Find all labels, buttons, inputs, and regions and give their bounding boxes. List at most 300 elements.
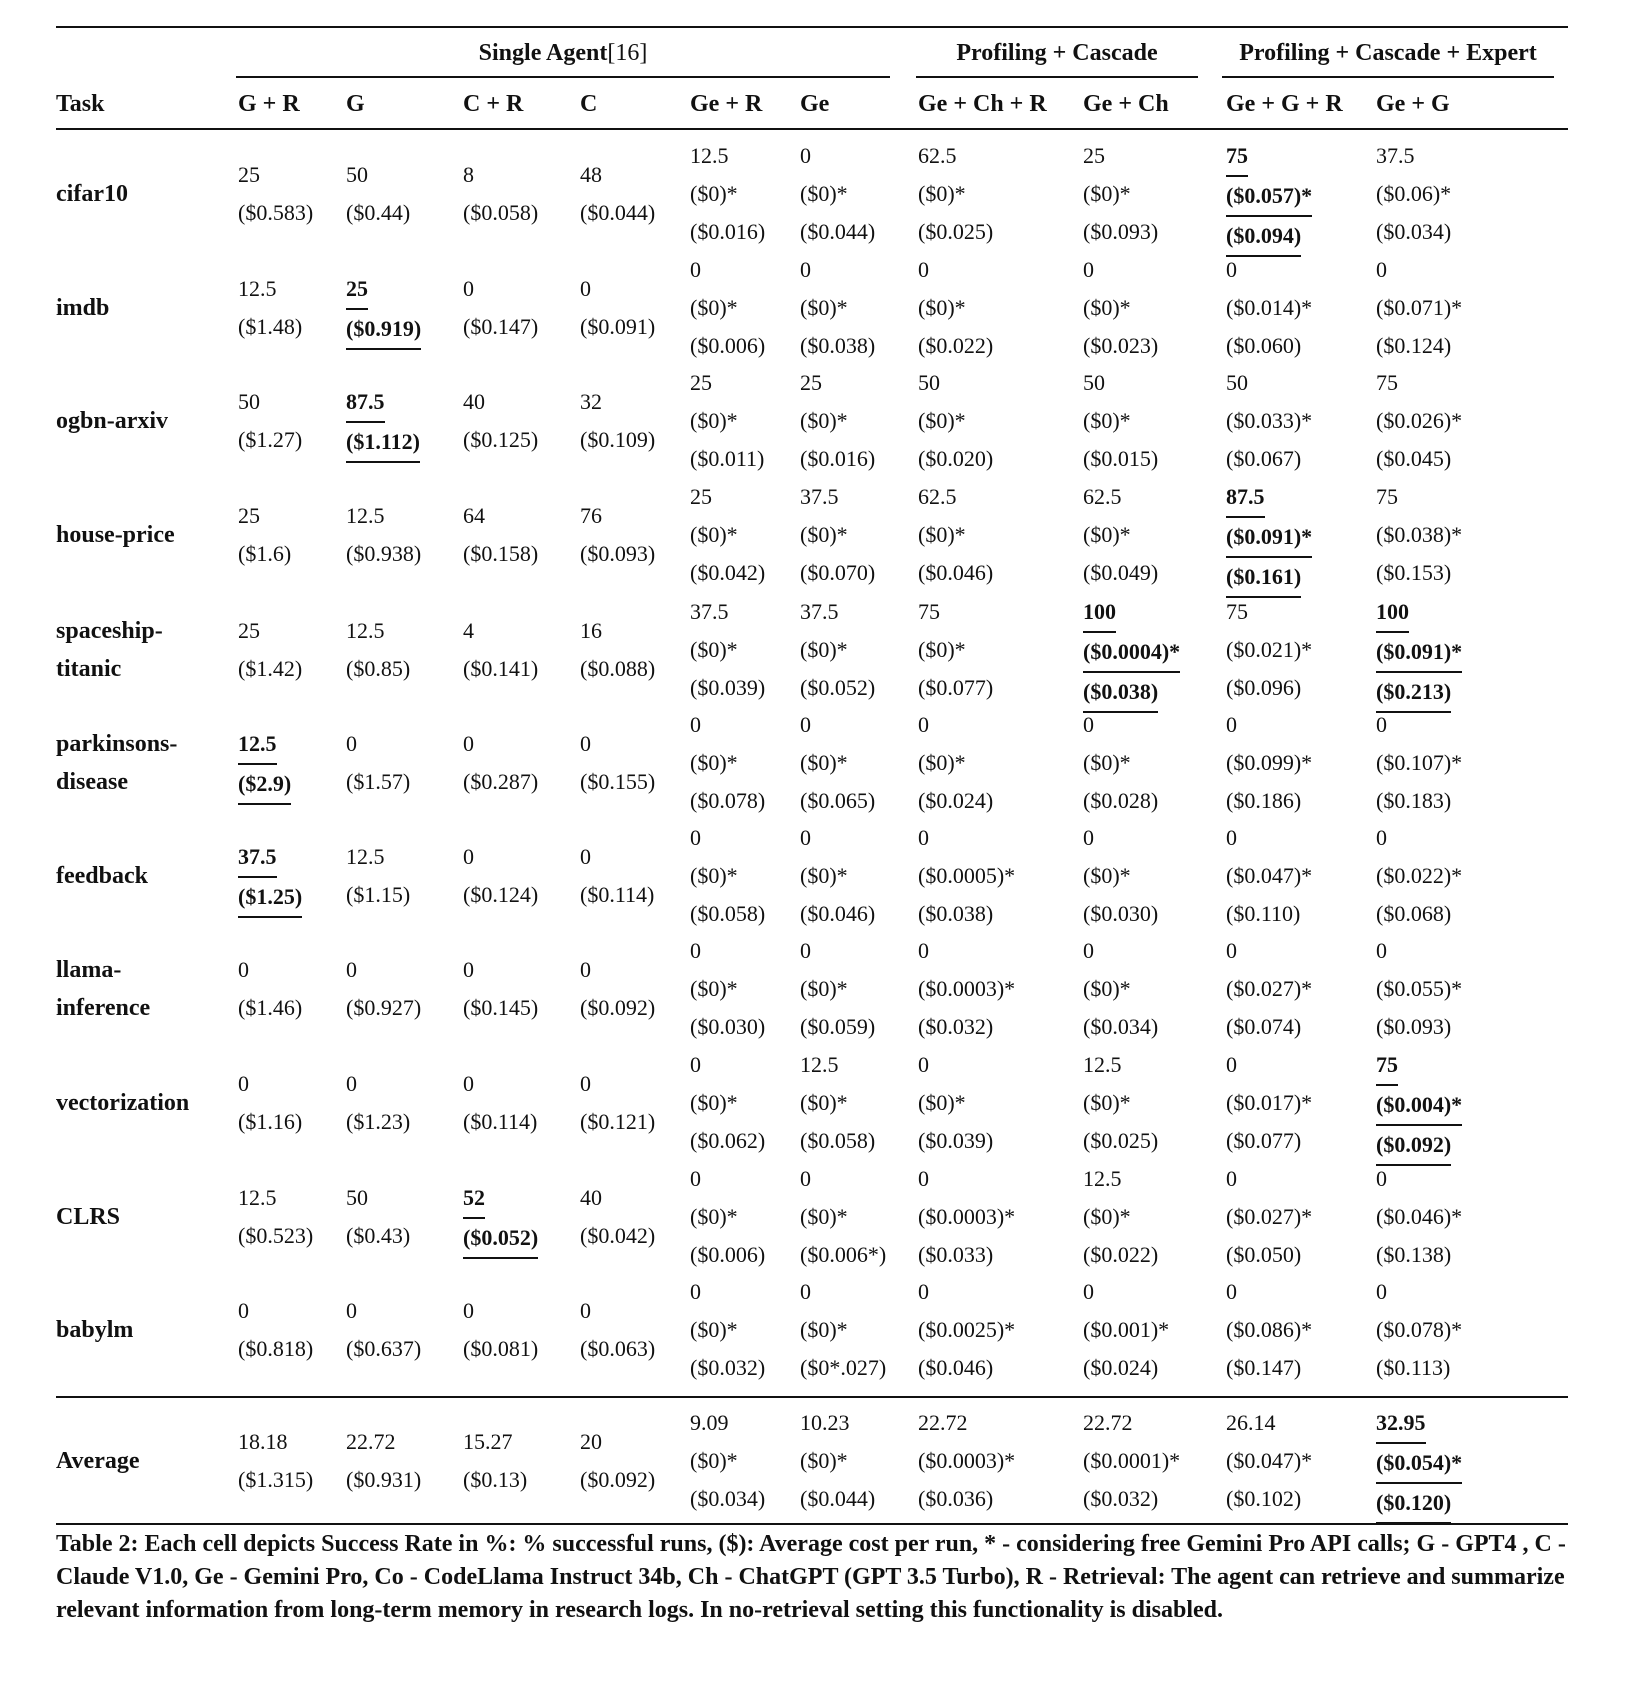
table-cell (1226, 819, 1312, 933)
cost-value: ($0)* (690, 1317, 738, 1342)
cost-value: ($0.049) (1083, 560, 1159, 585)
success-rate-value: 0 (690, 1279, 701, 1304)
cost-value: ($0.078)* (1376, 1317, 1463, 1342)
task-name-line: parkinsons- (56, 731, 178, 757)
table-cell (346, 1292, 421, 1368)
success-rate-value: 15.27 (463, 1429, 513, 1454)
cost-value: ($0.038) (800, 333, 876, 358)
cost-value: ($0)* (690, 295, 738, 320)
cost-value: ($0.052) (463, 1219, 538, 1259)
success-rate-value: 0 (800, 143, 811, 168)
task-name-line: CLRS (56, 1204, 121, 1230)
table-cell-best (1083, 593, 1180, 713)
cost-value: ($0.006) (690, 333, 766, 358)
success-rate-value: 25 (346, 270, 368, 310)
task-name (56, 612, 163, 688)
task-name-line: ogbn-arxiv (56, 408, 169, 434)
success-rate-value: 0 (690, 712, 701, 737)
success-rate-value: 32.95 (1376, 1404, 1426, 1444)
cost-value: ($0.0025)* (918, 1317, 1016, 1342)
success-rate-value: 12.5 (238, 725, 277, 765)
table-cell (1226, 1160, 1312, 1274)
table-cell (580, 951, 655, 1027)
cost-value: ($0.067) (1226, 446, 1302, 471)
cost-value: ($0.036) (918, 1486, 994, 1511)
cost-value: ($1.315) (238, 1467, 314, 1492)
cost-value: ($0.004)* (1376, 1086, 1462, 1126)
cost-value: ($0)* (918, 750, 966, 775)
success-rate-value: 12.5 (238, 276, 277, 301)
table-cell (1083, 478, 1158, 592)
table-cell (918, 819, 1015, 933)
success-rate-value: 12.5 (1083, 1166, 1122, 1191)
cost-value: ($0.046)* (1376, 1204, 1463, 1229)
table-cell (918, 932, 1015, 1046)
cost-value: ($0.121) (580, 1109, 656, 1134)
success-rate-value: 0 (580, 276, 591, 301)
cost-value: ($0.093) (1376, 1014, 1452, 1039)
success-rate-value: 62.5 (918, 484, 957, 509)
cost-value: ($0.063) (580, 1336, 656, 1361)
success-rate-value: 25 (800, 370, 822, 395)
table-cell-best (1376, 1046, 1462, 1166)
cost-value: ($0.081) (463, 1336, 539, 1361)
success-rate-value: 0 (346, 1071, 357, 1096)
column-header: Task (56, 91, 105, 117)
success-rate-value: 0 (238, 957, 249, 982)
group-rule-single-agent (236, 76, 890, 78)
success-rate-value: 22.72 (918, 1410, 968, 1435)
table-cell (1226, 1404, 1312, 1518)
cost-value: ($0)* (918, 637, 966, 662)
success-rate-value: 0 (918, 825, 929, 850)
cost-value: ($0.058) (800, 1128, 876, 1153)
cost-value: ($0.028) (1083, 788, 1159, 813)
success-rate-value: 0 (1376, 1279, 1387, 1304)
cost-value: ($0.818) (238, 1336, 314, 1361)
success-rate-value: 87.5 (346, 383, 385, 423)
success-rate-value: 0 (1376, 1166, 1387, 1191)
success-rate-value: 0 (800, 712, 811, 737)
success-rate-value: 0 (1226, 1279, 1237, 1304)
cost-value: ($0)* (690, 1090, 738, 1115)
cost-value: ($0.032) (1083, 1486, 1159, 1511)
table-cell (1083, 706, 1158, 820)
cost-value: ($1.23) (346, 1109, 411, 1134)
table-cell (690, 478, 765, 592)
success-rate-value: 0 (918, 938, 929, 963)
column-header: G (346, 91, 365, 117)
cost-value: ($1.48) (238, 314, 303, 339)
table-cell (463, 270, 538, 346)
table-cell (580, 725, 655, 801)
cost-value: ($0.045) (1376, 446, 1452, 471)
success-rate-value: 0 (690, 1052, 701, 1077)
cost-value: ($0.092) (580, 1467, 656, 1492)
cost-value: ($0.059) (800, 1014, 876, 1039)
cost-value: ($0.092) (580, 995, 656, 1020)
cost-value: ($0.030) (690, 1014, 766, 1039)
cost-value: ($0.153) (1376, 560, 1452, 585)
group-header-profiling-cascade (916, 38, 1198, 68)
task-name (56, 402, 168, 440)
cost-value: ($0.030) (1083, 901, 1159, 926)
success-rate-value: 0 (800, 257, 811, 282)
table-cell (918, 478, 993, 592)
table-cell (238, 612, 302, 688)
cost-value: ($0.033) (918, 1242, 994, 1267)
table-cell (1226, 706, 1312, 820)
table-cell (1376, 932, 1462, 1046)
group-label: Profiling + Cascade (956, 40, 1158, 66)
cost-value: ($0.054)* (1376, 1444, 1462, 1484)
column-header: C + R (463, 91, 524, 117)
success-rate-value: 32 (580, 389, 602, 414)
cost-value: ($0.0001)* (1083, 1448, 1181, 1473)
cost-value: ($1.16) (238, 1109, 303, 1134)
cost-value: ($0.158) (463, 541, 539, 566)
table-bottom-rule (56, 1523, 1568, 1525)
table-cell (238, 951, 302, 1027)
task-name-line: spaceship- (56, 618, 163, 644)
table-cell (463, 612, 538, 688)
table-cell (580, 838, 654, 914)
cost-value: ($0.024) (1083, 1355, 1159, 1380)
cost-value: ($0.124) (1376, 333, 1452, 358)
table-cell (1376, 1273, 1462, 1387)
success-rate-value: 0 (1083, 257, 1094, 282)
table-cell (800, 932, 875, 1046)
success-rate-value: 40 (463, 389, 485, 414)
success-rate-value: 0 (580, 1071, 591, 1096)
success-rate-value: 0 (1226, 938, 1237, 963)
cost-value: ($0)* (690, 1204, 738, 1229)
success-rate-value: 0 (463, 731, 474, 756)
table-cell (800, 1160, 886, 1274)
cost-value: ($0.85) (346, 656, 411, 681)
cost-value: ($1.6) (238, 541, 292, 566)
citation-ref: [16] (607, 40, 648, 66)
success-rate-value: 26.14 (1226, 1410, 1276, 1435)
table-cell (238, 1423, 313, 1499)
cost-value: ($0.077) (918, 675, 994, 700)
success-rate-value: 0 (1376, 938, 1387, 963)
success-rate-value: 8 (463, 162, 474, 187)
cost-value: ($0*.027) (800, 1355, 887, 1380)
task-name (56, 1084, 189, 1122)
table-cell (690, 819, 765, 933)
table-cell (1083, 1046, 1158, 1160)
cost-value: ($0.032) (690, 1355, 766, 1380)
task-name (56, 175, 128, 213)
success-rate-value: 50 (1083, 370, 1105, 395)
cost-value: ($0)* (1083, 976, 1131, 1001)
table-cell (238, 1065, 302, 1141)
success-rate-value: 48 (580, 162, 602, 187)
success-rate-value: 0 (580, 1298, 591, 1323)
table-cell (463, 1423, 527, 1499)
cost-value: ($0.026)* (1376, 408, 1463, 433)
cost-value: ($0.023) (1083, 333, 1159, 358)
table-cell (800, 137, 875, 251)
table-cell (463, 497, 538, 573)
task-name-line: inference (56, 995, 151, 1021)
table-cell-best (238, 838, 302, 918)
table-cell-best (1226, 478, 1312, 598)
cost-value: ($0)* (690, 522, 738, 547)
table-cell (1376, 251, 1462, 365)
table-cell (800, 1273, 886, 1387)
task-name-line: disease (56, 769, 128, 795)
success-rate-value: 0 (1376, 825, 1387, 850)
cost-value: ($0.022) (918, 333, 994, 358)
table-cell (346, 156, 410, 232)
cost-value: ($1.112) (346, 423, 420, 463)
cost-value: ($0.13) (463, 1467, 528, 1492)
group-header-profiling-cascade-expert (1222, 38, 1554, 68)
table-cell-best (346, 383, 420, 463)
cost-value: ($0.114) (463, 1109, 538, 1134)
cost-value: ($0)* (800, 637, 848, 662)
success-rate-value: 75 (1376, 370, 1398, 395)
success-rate-value: 25 (238, 503, 260, 528)
table-cell (346, 951, 421, 1027)
task-name (56, 289, 109, 327)
group-rule-profiling-cascade (916, 76, 1198, 78)
cost-value: ($0.027)* (1226, 1204, 1313, 1229)
column-header: Ge + R (690, 91, 763, 117)
cost-value: ($0.038) (1083, 673, 1158, 713)
cost-value: ($0)* (918, 522, 966, 547)
cost-value: ($0.183) (1376, 788, 1452, 813)
success-rate-value: 0 (918, 1279, 929, 1304)
cost-value: ($0.039) (918, 1128, 994, 1153)
table-cell (580, 1292, 655, 1368)
table-cell (346, 497, 421, 573)
cost-value: ($0.025) (918, 219, 994, 244)
cost-value: ($0.015) (1083, 446, 1159, 471)
cost-value: ($0.047)* (1226, 863, 1313, 888)
task-name (56, 516, 175, 554)
success-rate-value: 50 (346, 162, 368, 187)
cost-value: ($0.042) (580, 1223, 656, 1248)
table-cell (1083, 1273, 1169, 1387)
cost-value: ($0.0005)* (918, 863, 1016, 888)
column-header: Ge + G + R (1226, 91, 1343, 117)
column-header: G + R (238, 91, 300, 117)
success-rate-value: 0 (690, 825, 701, 850)
success-rate-value: 25 (1083, 143, 1105, 168)
cost-value: ($0.006*) (800, 1242, 887, 1267)
table-cell (1226, 1273, 1312, 1387)
task-name-line: titanic (56, 656, 122, 682)
cost-value: ($0.020) (918, 446, 994, 471)
success-rate-value: 0 (463, 1298, 474, 1323)
table-cell (690, 932, 765, 1046)
table-cell-best (463, 1179, 538, 1259)
success-rate-value: 0 (1226, 1166, 1237, 1191)
success-rate-value: 87.5 (1226, 478, 1265, 518)
success-rate-value: 10.23 (800, 1410, 850, 1435)
table-cell-best (238, 725, 291, 805)
cost-value: ($0.213) (1376, 673, 1451, 713)
table-cell (1376, 706, 1462, 820)
cost-value: ($1.15) (346, 882, 411, 907)
group-label: Single Agent (478, 40, 608, 66)
success-rate-value: 0 (346, 1298, 357, 1323)
cost-value: ($0.091) (580, 314, 656, 339)
task-name (56, 1198, 120, 1236)
table-cell (690, 1160, 765, 1274)
cost-value: ($0)* (1083, 181, 1131, 206)
success-rate-value: 76 (580, 503, 602, 528)
cost-value: ($0.110) (1226, 901, 1301, 926)
cost-value: ($0.011) (690, 446, 765, 471)
cost-value: ($0.931) (346, 1467, 422, 1492)
cost-value: ($0.06)* (1376, 181, 1452, 206)
table-cell (918, 137, 993, 251)
cost-value: ($0)* (1083, 863, 1131, 888)
success-rate-value: 0 (580, 731, 591, 756)
column-header: C (580, 91, 598, 117)
success-rate-value: 12.5 (1083, 1052, 1122, 1077)
table-cell (690, 137, 765, 251)
cost-value: ($0)* (918, 408, 966, 433)
cost-value: ($0.046) (918, 1355, 994, 1380)
cost-value: ($0)* (1083, 1204, 1131, 1229)
success-rate-value: 37.5 (690, 599, 729, 624)
table-cell (1083, 1404, 1180, 1518)
success-rate-value: 0 (918, 1166, 929, 1191)
table-cell (346, 725, 410, 801)
success-rate-value: 75 (1226, 137, 1248, 177)
table-cell (800, 478, 875, 592)
success-rate-value: 12.5 (238, 1185, 277, 1210)
cost-value: ($0.022)* (1376, 863, 1463, 888)
cost-value: ($1.57) (346, 769, 411, 794)
cost-value: ($0.092) (1376, 1126, 1451, 1166)
column-header: Ge + G (1376, 91, 1450, 117)
column-header: Ge + Ch (1083, 91, 1169, 117)
table-cell (580, 1065, 655, 1141)
cost-value: ($0.147) (463, 314, 539, 339)
table-cell (1083, 137, 1158, 251)
success-rate-value: 0 (800, 938, 811, 963)
success-rate-value: 4 (463, 618, 474, 643)
cost-value: ($0.065) (800, 788, 876, 813)
success-rate-value: 12.5 (800, 1052, 839, 1077)
cost-value: ($0.062) (690, 1128, 766, 1153)
success-rate-value: 25 (690, 484, 712, 509)
success-rate-value: 37.5 (800, 484, 839, 509)
cost-value: ($0.058) (463, 200, 539, 225)
cost-value: ($0.093) (1083, 219, 1159, 244)
cost-value: ($0.038)* (1376, 522, 1463, 547)
table-cell (800, 364, 875, 478)
success-rate-value: 0 (1226, 1052, 1237, 1077)
cost-value: ($0)* (1083, 295, 1131, 320)
table-cell (800, 593, 875, 707)
table-cell (1226, 932, 1312, 1046)
cost-value: ($0)* (800, 1204, 848, 1229)
cost-value: ($0)* (918, 1090, 966, 1115)
success-rate-value: 0 (918, 712, 929, 737)
success-rate-value: 25 (690, 370, 712, 395)
group-header-single-agent (236, 38, 890, 68)
table-cell (580, 497, 655, 573)
cost-value: ($0)* (800, 1317, 848, 1342)
success-rate-value: 37.5 (800, 599, 839, 624)
cost-value: ($0.016) (800, 446, 876, 471)
table-cell (463, 156, 538, 232)
cost-value: ($0.0003)* (918, 1204, 1016, 1229)
cost-value: ($0.094) (1226, 217, 1301, 257)
success-rate-value: 0 (238, 1298, 249, 1323)
success-rate-value: 0 (690, 938, 701, 963)
task-name (56, 1311, 133, 1349)
cost-value: ($0.077) (1226, 1128, 1302, 1153)
cost-value: ($0.034) (1376, 219, 1452, 244)
table-cell (1083, 364, 1158, 478)
table-cell (1083, 251, 1158, 365)
cost-value: ($0.078) (690, 788, 766, 813)
cost-value: ($0.147) (1226, 1355, 1302, 1380)
success-rate-value: 0 (463, 957, 474, 982)
table-cell (800, 251, 875, 365)
cost-value: ($0.021)* (1226, 637, 1313, 662)
group-rule-profiling-cascade-expert (1222, 76, 1554, 78)
table-cell (238, 1179, 313, 1255)
table-cell (1226, 251, 1312, 365)
table-cell (238, 383, 302, 459)
success-rate-value: 0 (918, 257, 929, 282)
cost-value: ($0.107)* (1376, 750, 1463, 775)
cost-value: ($0.0004)* (1083, 633, 1180, 673)
success-rate-value: 0 (800, 825, 811, 850)
table-cell (580, 270, 655, 346)
table-cell (238, 156, 313, 232)
success-rate-value: 100 (1083, 593, 1116, 633)
table-cell (463, 1065, 537, 1141)
table-cell (1376, 137, 1451, 251)
table-cell-best (1376, 593, 1462, 713)
table-cell (918, 1273, 1015, 1387)
cost-value: ($2.9) (238, 765, 291, 805)
cost-value: ($0.113) (1376, 1355, 1451, 1380)
table-cell (690, 251, 765, 365)
task-name-line: vectorization (56, 1090, 190, 1116)
table-cell (580, 1423, 655, 1499)
cost-value: ($1.46) (238, 995, 303, 1020)
header-bottom-rule (56, 128, 1568, 130)
cost-value: ($0.583) (238, 200, 314, 225)
cost-value: ($0.523) (238, 1223, 314, 1248)
success-rate-value: 9.09 (690, 1410, 729, 1435)
cost-value: ($0.096) (1226, 675, 1302, 700)
cost-value: ($0.099)* (1226, 750, 1313, 775)
cost-value: ($0.055)* (1376, 976, 1463, 1001)
cost-value: ($0.120) (1376, 1484, 1451, 1524)
cost-value: ($0.091)* (1376, 633, 1462, 673)
table-cell (690, 593, 765, 707)
table-cell (580, 1179, 655, 1255)
cost-value: ($0.070) (800, 560, 876, 585)
table-cell-best (1226, 137, 1312, 257)
table-cell (690, 1273, 765, 1387)
cost-value: ($0)* (918, 181, 966, 206)
cost-value: ($0.091)* (1226, 518, 1312, 558)
cost-value: ($0.024) (918, 788, 994, 813)
